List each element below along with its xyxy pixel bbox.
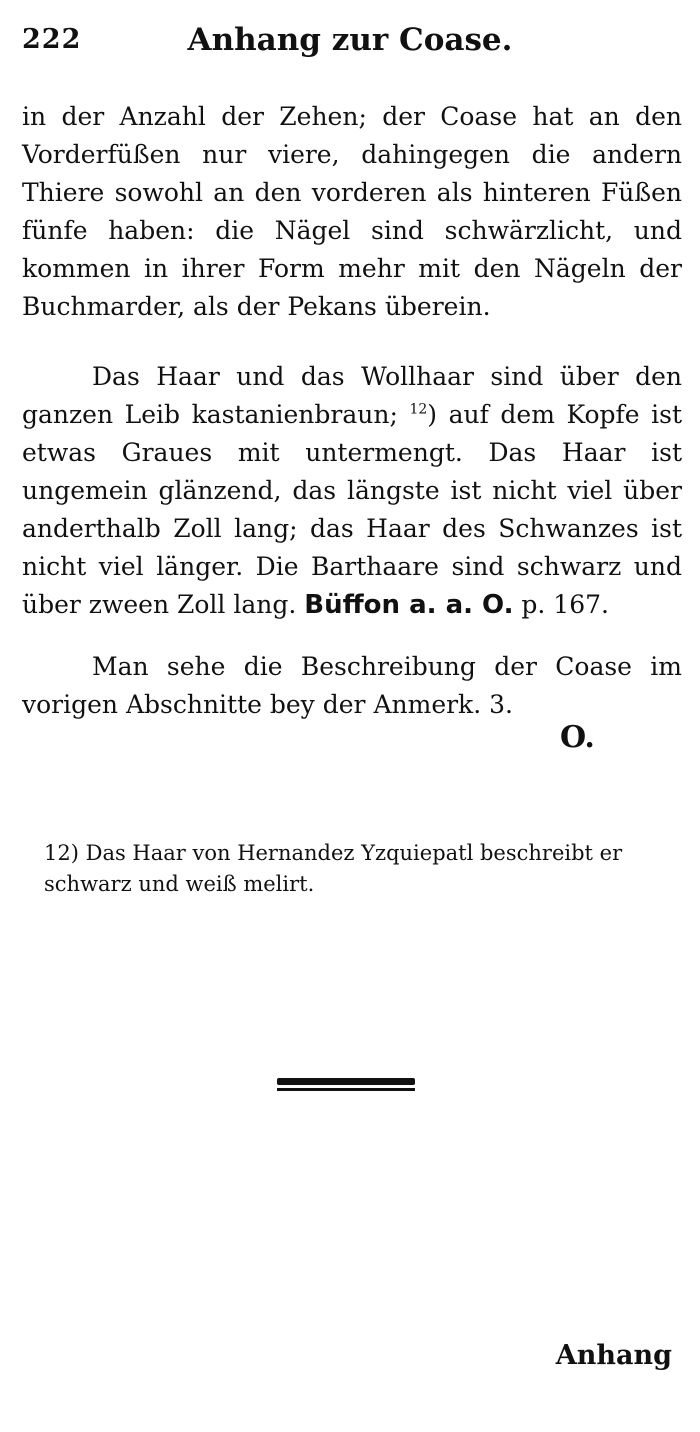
paragraph-1: [22, 98, 682, 326]
source-page: p. 167.: [521, 590, 609, 619]
paragraph-1-text: in der Anzahl der Zehen; der Coase hat an den Vorderfüßen nur viere, dahingegen die andern Thiere sowohl an den vorderen als hinteren Füßen fünfe haben: die Nägel sind schwärzlicht, und kommen in ihrer Form mehr mit den Nägeln der Buchmarder, als der Pekans überein.: [22, 102, 682, 321]
rule-thick: [277, 1078, 415, 1085]
footnote-reference: 12: [409, 401, 428, 418]
page-header: [22, 24, 678, 64]
footnote: [44, 838, 684, 900]
footnote-number: 12): [44, 841, 79, 865]
catchword: Anhang: [555, 1340, 672, 1371]
footnote-text: Das Haar von Hernandez Yzquiepatl beschreibt er schwarz und weiß melirt.: [44, 841, 623, 896]
signature-initial: O.: [560, 720, 595, 755]
paragraph-2-text-a: Das Haar und das Wollhaar sind über den ganzen Leib kastanienbraun;: [22, 362, 682, 429]
paragraph-3: [22, 648, 682, 724]
running-title: Anhang zur Coase.: [187, 22, 513, 58]
paragraph-2-text-b: ) auf dem Kopfe ist etwas Graues mit untermengt. Das Haar ist ungemein glänzend, das längste ist nicht viel über anderthalb Zoll lang; das Haar des Schwanzes ist nicht viel länger. Die Barthaare sind schwarz und über zween Zoll lang.: [22, 400, 682, 619]
paragraph-3-text: Man sehe die Beschreibung der Coase im vorigen Abschnitte bey der Anmerk. 3.: [22, 652, 682, 719]
section-rule-ornament: [277, 1078, 415, 1091]
source-reference: Büffon a. a. O.: [304, 590, 514, 620]
page-number: 222: [22, 24, 82, 55]
paragraph-2: [22, 358, 682, 624]
rule-thin: [277, 1088, 415, 1091]
